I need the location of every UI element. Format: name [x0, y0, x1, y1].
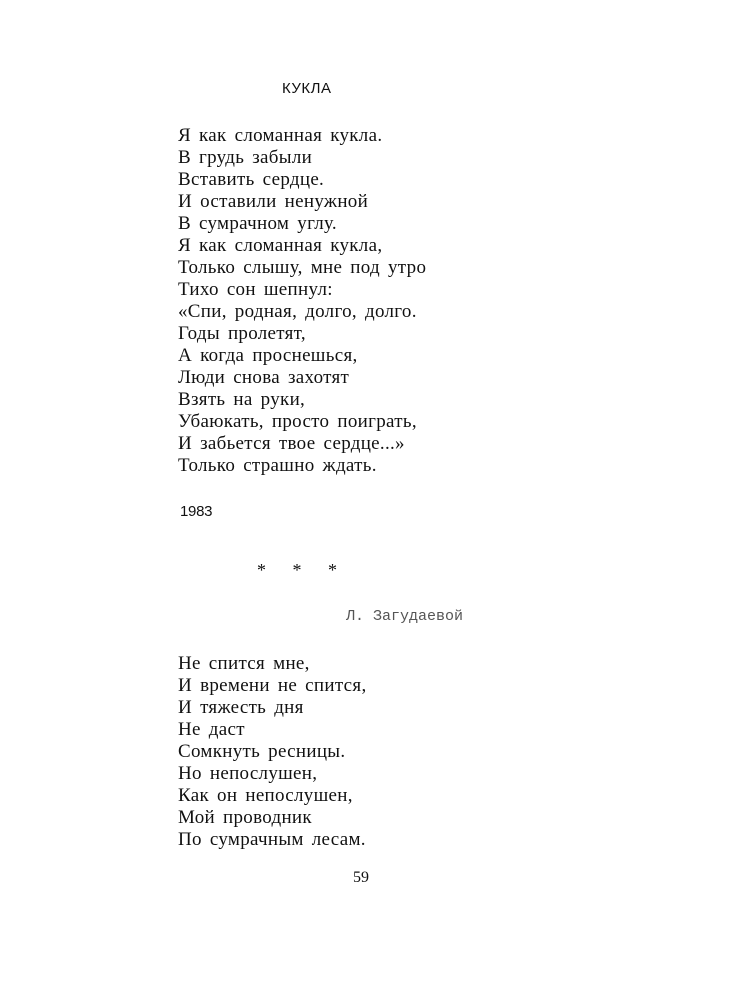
- poem-line: Не даст: [178, 719, 245, 740]
- poem-line: И времени не спится,: [178, 675, 367, 696]
- poem-line: В грудь забыли: [178, 147, 313, 168]
- poem-line: И забьется твое сердце...»: [178, 433, 405, 454]
- poem-line: И оставили ненужной: [178, 191, 369, 212]
- poem-line: Только слышу, мне под утро: [178, 257, 427, 278]
- poem-year: 1983: [180, 503, 213, 520]
- page-number: 59: [353, 869, 369, 886]
- poem-kukla-text: [178, 125, 426, 477]
- poem-line: И тяжесть дня: [178, 697, 304, 718]
- poem-line: Люди снова захотят: [178, 367, 350, 388]
- poem-line: Мой проводник: [178, 807, 312, 828]
- poem-line: Годы пролетят,: [178, 323, 306, 344]
- poem-line: Я как сломанная кукла,: [178, 235, 383, 256]
- poem-line: Сомкнуть ресницы.: [178, 741, 346, 762]
- poem-line: Убаюкать, просто поиграть,: [178, 411, 417, 432]
- poem-title: КУКЛА: [282, 80, 332, 97]
- poem-line: Но непослушен,: [178, 763, 318, 784]
- poem-line: «Спи, родная, долго, долго.: [178, 301, 417, 322]
- poem-line: А когда проснешься,: [178, 345, 358, 366]
- dedication: Л. Загудаевой: [346, 608, 464, 625]
- poem-line: Не спится мне,: [178, 653, 310, 674]
- poem-untitled-text: [178, 653, 367, 851]
- poem-line: Как он непослушен,: [178, 785, 353, 806]
- poem-line: Взять на руки,: [178, 389, 306, 410]
- poem-line: Только страшно ждать.: [178, 455, 377, 476]
- poem-line: По сумрачным лесам.: [178, 829, 366, 850]
- poem-line: Я как сломанная кукла.: [178, 125, 383, 146]
- poem-line: Тихо сон шепнул:: [178, 279, 333, 300]
- section-separator: * * *: [257, 560, 348, 580]
- poem-line: В сумрачном углу.: [178, 213, 337, 234]
- poem-line: Вставить сердце.: [178, 169, 325, 190]
